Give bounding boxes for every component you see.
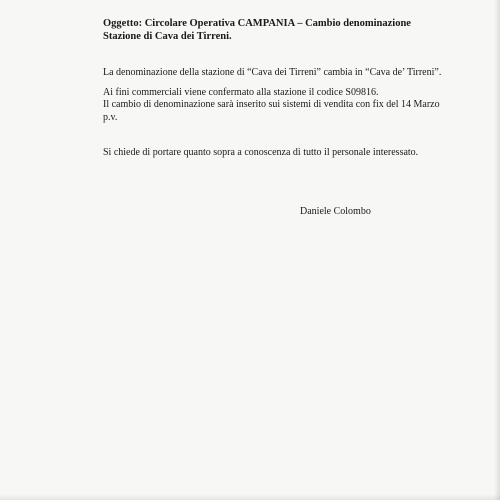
subject-text: Circolare Operativa CAMPANIA – Cambio denominazione Stazione di Cava dei Tirreni. — [103, 18, 411, 42]
page-bottom-shadow — [0, 494, 500, 500]
page-edge-shadow — [494, 0, 500, 500]
subject-label: Oggetto: — [103, 18, 143, 29]
paragraph-staff-notice: Si chiede di portare quanto sopra a conoscenza di tutto il personale interessato. — [103, 147, 419, 158]
paragraph-sales-systems: Il cambio di denominazione sarà inserito sui sistemi di vendita con fix del 14 Marzo p.v. — [103, 99, 440, 123]
paragraph-station-name: La denominazione della stazione di “Cava dei Tirreni” cambia in “Cava de’ Tirreni”. — [103, 67, 442, 78]
signature: Daniele Colombo — [300, 206, 371, 217]
subject-line — [103, 17, 448, 43]
paragraph-station-code: Ai fini commerciali viene confermato alla stazione il codice S09816. — [103, 87, 379, 98]
